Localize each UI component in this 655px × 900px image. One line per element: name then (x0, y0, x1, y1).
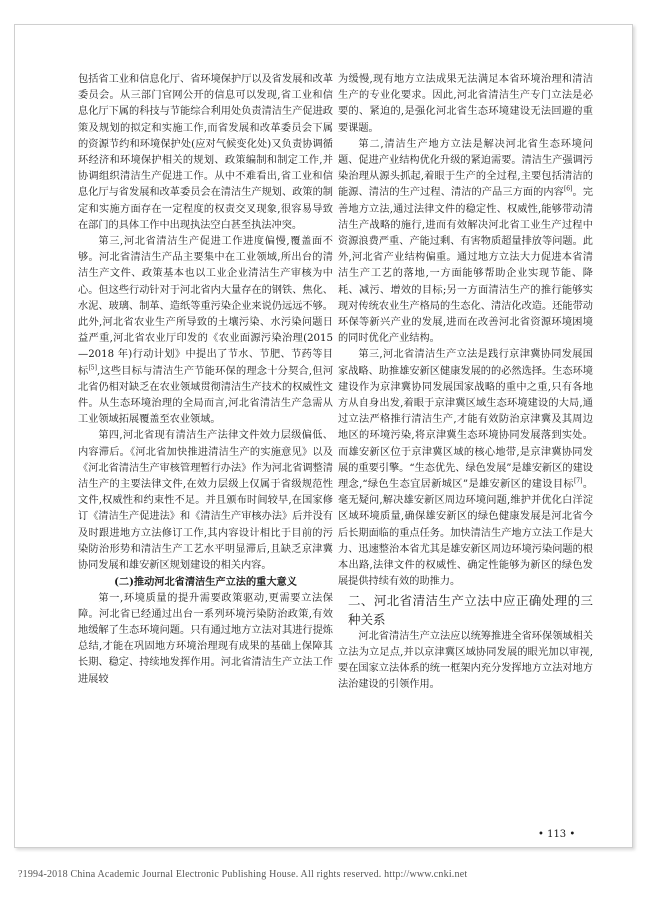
paragraph: 第四,河北省现有清洁生产法律文件效力层级偏低、内容滞后。《河北省加快推进清洁生产的实施意见》以及《河北省清洁生产审核管理暂行办法》作为河北省调整清洁生产的主要法律文件,在效力层级上仅属于省级规范性文件,权威性和约束性不足。并且颁布时间较早,在国家修订《清洁生产促进法》和《清洁生产审核办法》后并没有及时跟进地方立法修订工作,其内容设计相比于目前的污染防治形势和清洁生产工艺水平明显滞后,且缺乏京津冀协同发展和雄安新区规划建设的相关内容。 (78, 430, 333, 572)
citation-ref: [6] (563, 186, 573, 194)
paragraph (78, 234, 333, 428)
paragraph (338, 347, 593, 590)
text-run: ,这些目标与清洁生产节能环保的理念十分契合,但河北省仍相对缺乏在农业领域贯彻清洁生产技术的权威性文件。从生态环境治理的全局而言,河北省清洁生产急需从工业领域拓展覆盖至农业领域。 (78, 365, 334, 426)
right-column (338, 72, 593, 693)
text-run: 第三,河北省清洁生产立法是践行京津冀协同发展国家战略、助推雄安新区健康发展的的必然选择。生态环境建设作为京津冀协同发展国家战略的重中之重,只有各地方从自身出发,着眼于京津冀区域生态环境建设的大局,通过立法严格推行清洁生产,才能有效防治京津冀及其周边地区的环境污染,将京津冀生态环境协同发展落到实处。而雄安新区位于京津冀区域的核心地带,是京津冀协同发展的重要引擎。“生态优先、绿色发展”是雄安新区的建设理念,“绿色生态宜居新城区”是雄安新区的建设目标 (338, 349, 593, 491)
subheading: (二)推动河北省清洁生产立法的重大意义 (114, 576, 297, 589)
text-run: 第二,清洁生产地方立法是解决河北省生态环境问题、促进产业结构优化升级的紧迫需要。清洁生产强调污染治理从源头抓起,着眼于生产的全过程,主要包括清洁的能源、清洁的生产过程、清洁的产品三方面的内容 (338, 138, 593, 199)
text-run: 。毫无疑问,解决雄安新区周边环境问题,维护并优化白洋淀区域环境质量,确保雄安新区的绿色健康发展是河北省今后长期面临的重点任务。加快清洁生产地方立法工作是大力、迅速整治本省尤其是雄安新区周边环境污染问题的根本出路,法律文件的权威性、确定性能够为新区的绿色发展提供持续有效的助推力。 (338, 479, 594, 588)
paragraph: 为缓慢,现有地方立法成果无法满足本省环境治理和清洁生产的专业化要求。因此,河北省清洁生产专门立法是必要的、紧迫的,是强化河北省生态环境建设无法回避的重要课题。 (338, 74, 593, 134)
paragraph (338, 137, 593, 348)
citation-ref: [7] (573, 477, 583, 485)
copyright-footer: ?1994-2018 China Academic Journal Electronic Publishing House. All rights reserved. http://www.cnki.net (18, 869, 468, 880)
paragraph: 包括省工业和信息化厅、省环境保护厅以及省发展和改革委员会。从三部门官网公开的信息可以发现,省工业和信息化厅下属的科技与节能综合利用处负责清洁生产促进政策及规划的拟定和实施工作,而省发展和改革委员会下属的资源节约和环境保护处(应对气候变化处)又负责协调循环经济和环境保护相关的规划、政策编制和制定工作,并协调组织清洁生产促进工作。从中不难看出,省工业和信息化厅与省发展和改革委员会在清洁生产规划、政策的制定和实施方面存在一定程度的权责交叉现象,很容易导致在部门的具体工作中出现执法空白甚至执法冲突。 (78, 74, 333, 231)
text-run: 。完善地方立法,通过法律文件的稳定性、权威性,能够带动清洁生产战略的施行,进而有效解决河北省工业生产过程中资源浪费严重、产能过剩、有害物质超量排放等问题。此外,河北省产业结构偏重。通过地方立法大力促进本省清洁生产工艺的落地,一方面能够帮助企业实现节能、降耗、减污、增效的目标;另一方面清洁生产的推行能够实现对传统农业生产格局的生态化、清洁化改造。还能带动环保等新兴产业的发展,进而在改善河北省资源环境困境的同时优化产业结构。 (338, 187, 594, 345)
paragraph: 河北省清洁生产立法应以统筹推进全省环保领域相关立法为立足点,并以京津冀区域协同发展的眼光加以审视,要在国家立法体系的统一框架内充分发挥地方立法对地方法治建设的引领作用。 (338, 630, 593, 691)
citation-ref: [5] (88, 364, 97, 372)
text-run: 第三,河北省清洁生产促进工作进度偏慢,覆盖面不够。河北省清洁生产品主要集中在工业领域,所出台的清洁生产文件、政策基本也以工业企业清洁生产审核为中心。但这些行动针对于河北省内大量存在的钢铁、焦化、水泥、玻璃、制革、造纸等重污染企业来说仍远远不够。此外,河北省农业生产所导致的土壤污染、水污染问题日益严重,河北省农业厅印发的《农业面源污染治理(2015—2018 年)行动计划》中提出了节水、节肥、节药等目标 (78, 236, 333, 377)
left-column (78, 72, 333, 688)
page-number: • 113 • (538, 829, 576, 840)
section-title: 二、河北省清洁生产立法中应正确处理的三种关系 (348, 592, 593, 627)
paragraph: 第一,环境质量的提升需要政策驱动,更需要立法保障。河北省已经通过出台一系列环境污染防治政策,有效地缓解了生态环境问题。只有通过地方立法对其进行提炼总结,才能在巩固地方环境治理现有成果的基础上保障其长期、稳定、持续地发挥作用。河北省清洁生产立法工作进展较 (78, 592, 333, 685)
